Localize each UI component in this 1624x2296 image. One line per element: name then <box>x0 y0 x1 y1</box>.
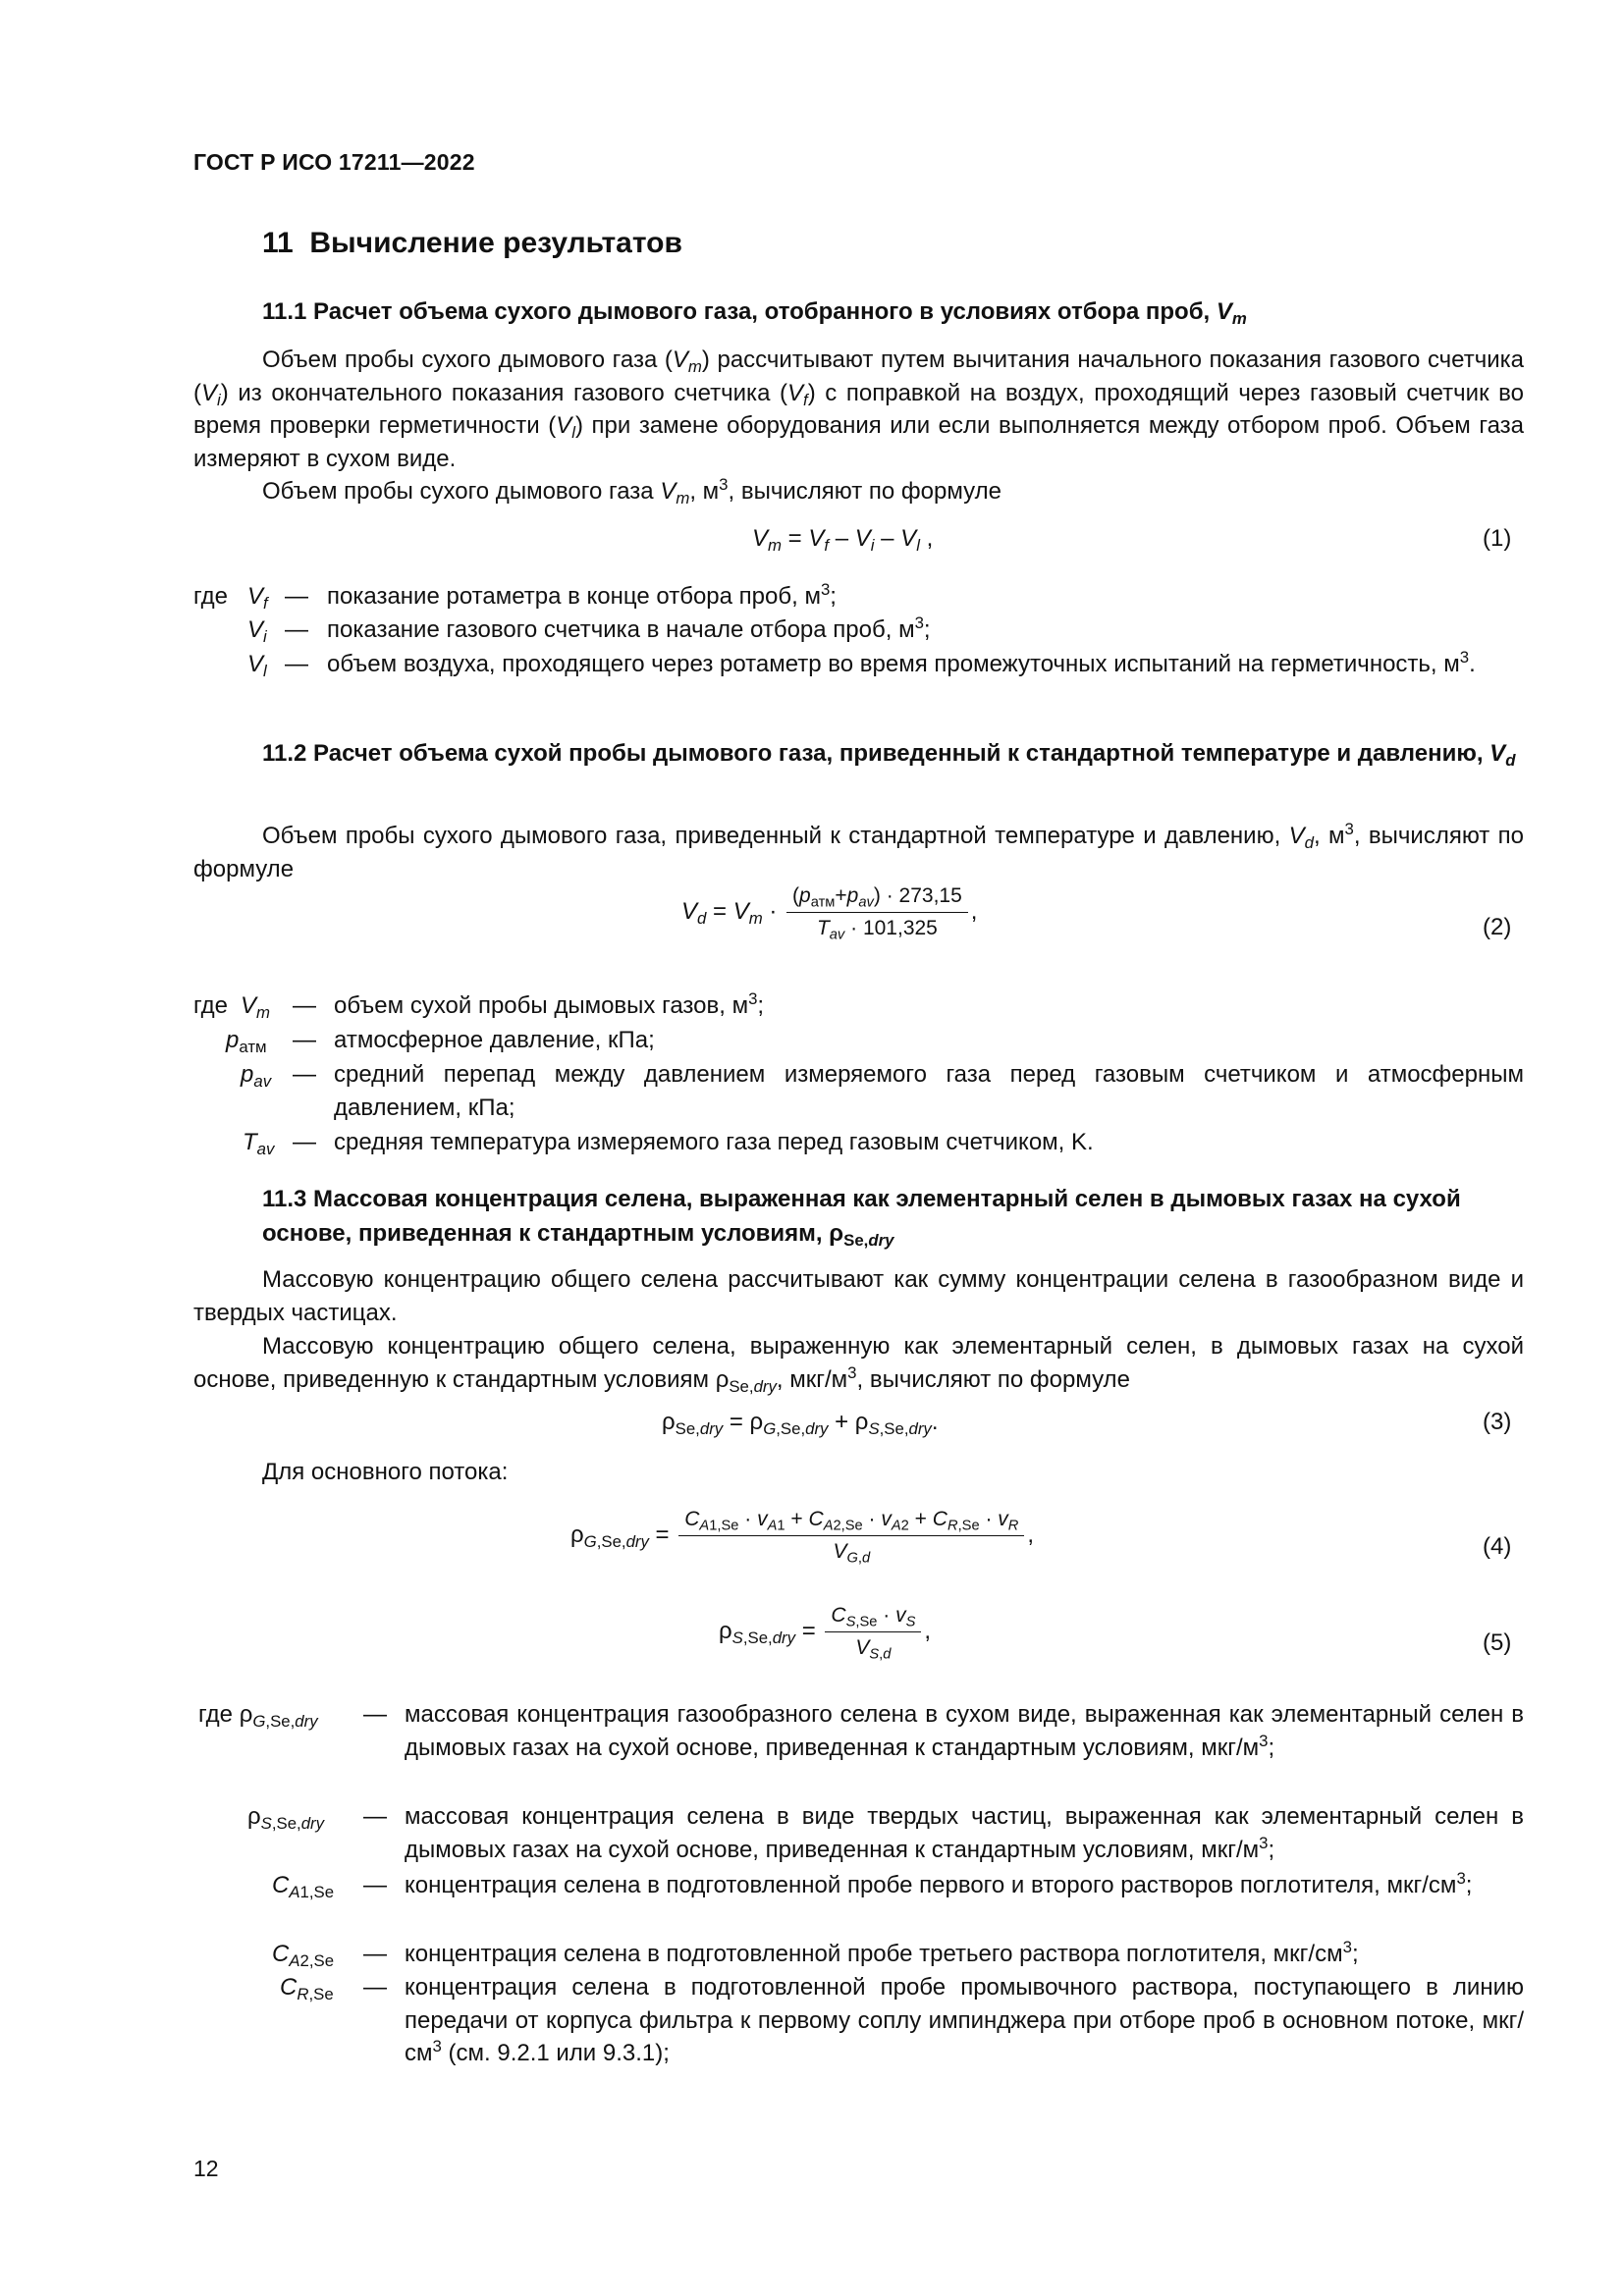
equation-number-5: (5) <box>1483 1629 1512 1656</box>
equation-number-3: (3) <box>1483 1409 1512 1435</box>
def-row-ca2-symbol: $C_{A2,Se}$ <box>272 1941 335 1971</box>
def-row-cr-symbol: $C_{R,Se}$ <box>280 1974 334 2004</box>
formula-2: $V_d = V_m$ · $\frac{(p_{атм}+p_{av}) \cdot 273,15}{T_{av} \cdot 101,325}$ , <box>681 884 978 943</box>
equation-number-4: (4) <box>1483 1533 1512 1560</box>
def-row-pav-text: средний перепад между давлением измеряемого газа перед газовым счетчиком и атмосферным давлением, кПа; <box>334 1061 1524 1121</box>
formula-2-fraction: $\frac{(p_{атм}+p_{av}) \cdot 273,15}{T_{av} \cdot 101,325}$ <box>786 883 968 941</box>
def-dash: — <box>293 1027 316 1053</box>
def-row-vm-text: объем сухой пробы дымовых газов, $м^3$; <box>334 988 765 1019</box>
subsection-11-1-heading: 11.1 Расчет объема сухого дымового газа, отобранного в условиях отбора проб, $V_m$ <box>262 298 1247 329</box>
def-row-rhog-symbol: где $\rho_{G,Se,dry}$ <box>198 1701 318 1732</box>
def-row-ca1-text: концентрация селена в подготовленной пробе первого и второго растворов поглотителя, мкг/$см^3$; <box>405 1868 1473 1898</box>
def-row-rhos-symbol: $\rho_{S,Se,dry}$ <box>247 1803 325 1834</box>
def-dash: — <box>363 1803 387 1830</box>
def-row-patm-symbol: $p_{атм}$ <box>226 1027 267 1057</box>
def-dash: — <box>363 1941 387 1967</box>
def-dash: — <box>285 583 308 610</box>
formula-5: $\rho_{S,Se,dry}$ = $\frac{C_{S,Se} \cdot v_S}{V_{S,d}}$ , <box>719 1604 932 1663</box>
formula-3: $\rho_{Se,dry} = \rho_{G,Se,dry} + \rho_{S,Se,dry}$. <box>662 1409 939 1439</box>
def-row-cr-text: концентрация селена в подготовленной пробе промывочного раствора, поступающего в линию передачи от корпуса фильтра к первому соплу импинджера при отборе проб в основном потоке, мкг/$см^3$ (см. 9.2.1 или 9.3.1); <box>405 1974 1524 2066</box>
def-row-vf-symbol: где $V_f$ <box>193 583 268 614</box>
def-row-tav-text: средняя температура измеряемого газа перед газовым счетчиком, K. <box>334 1129 1094 1155</box>
equation-number-1: (1) <box>1483 525 1512 552</box>
def-row-tav-symbol: $T_{av}$ <box>243 1129 275 1159</box>
def-row-rhos-text: массовая концентрация селена в виде твердых частиц, выраженная как элементарный селен в дымовых газах на сухой основе, приведенная к стандартным условиям, мкг/$м^3$; <box>405 1803 1524 1863</box>
subsection-11-2-heading: 11.2 Расчет объема сухой пробы дымового газа, приведенный к стандартной температуре и давлению, $V_d$ <box>262 740 1516 771</box>
section-heading <box>262 227 682 260</box>
def-row-vi-symbol: $V_i$ <box>247 616 267 647</box>
formula-4: $\rho_{G,Se,dry}$ = $\frac{C_{A1,Se} \cdot v_{A1} + C_{A2,Se} \cdot v_{A2} + C_{R,Se} \cdot v_R}{V_{G,d}}$ , <box>570 1508 1035 1567</box>
paragraph-11-2-1: Объем пробы сухого дымового газа, приведенный к стандартной температуре и давлению, $V_d$, $м^3$, вычисляют по формуле <box>193 819 1524 882</box>
def-row-vm-symbol: где $V_m$ <box>193 992 270 1023</box>
paragraph-11-1-2: Объем пробы сухого дымового газа $V_m$, $м^3$, вычисляют по формуле <box>262 474 1001 508</box>
def-dash: — <box>363 1701 387 1728</box>
paragraph-11-1-1: Объем пробы сухого дымового газа $(V_m)$ рассчитывают путем вычитания начального показания газового счетчика $(V_i)$ из окончательного показания газового счетчика $(V_f)$ с поправкой на воздух, проходящий через газовый счетчик во время проверки герметичности $(V_l)$ при замене оборудования или если выполняется между отбором проб. Объем газа измеряют в сухом виде. <box>193 347 1525 472</box>
def-row-vl-symbol: $V_l$ <box>247 651 267 681</box>
section-title: Вычисление результатов <box>309 227 682 259</box>
def-row-pav-symbol: $p_{av}$ <box>241 1061 272 1092</box>
def-row-ca2-text: концентрация селена в подготовленной пробе третьего раствора поглотителя, мкг/$см^3$; <box>405 1937 1359 1967</box>
formula-4-fraction: $\frac{C_{A1,Se} \cdot v_{A1} + C_{A2,Se} \cdot v_{A2} + C_{R,Se} \cdot v_R}{V_{G,d}}$ <box>678 1507 1024 1565</box>
def-row-vl-text: объем воздуха, проходящего через ротаметр во время промежуточных испытаний на герметичность, $м^3$. <box>327 647 1476 677</box>
paragraph-11-3-2: Массовую концентрацию общего селена, выраженную как элементарный селен, в дымовых газах на сухой основе, приведенную к стандартным условиям $\rho_{Se,dry}$, мкг/$м^3$, вычисляют по формуле <box>193 1333 1524 1396</box>
document-header: ГОСТ Р ИСО 17211—2022 <box>193 149 475 175</box>
section-number: 11 <box>262 227 294 259</box>
subsection-11-3-heading: 11.3 Массовая концентрация селена, выраженная как элементарный селен в дымовых газах на сухой основе, приведенная к стандартным условиям, $\rho_{Se,dry}$ <box>262 1186 1461 1251</box>
page-number: 12 <box>193 2156 219 2181</box>
def-dash: — <box>363 1974 387 2001</box>
formula-5-fraction: $\frac{C_{S,Se} \cdot v_S}{V_{S,d}}$ <box>825 1603 921 1661</box>
def-dash: — <box>363 1872 387 1898</box>
def-row-ca1-symbol: $C_{A1,Se}$ <box>272 1872 335 1902</box>
def-row-patm-text: атмосферное давление, кПа; <box>334 1027 655 1053</box>
equation-number-2: (2) <box>1483 914 1512 940</box>
formula-1: $V_m = V_f - V_i - V_l$ , <box>752 525 934 556</box>
def-row-rhog-text: массовая концентрация газообразного селена в сухом виде, выраженная как элементарный селен в дымовых газах на сухой основе, приведенная к стандартным условиям, мкг/$м^3$; <box>405 1701 1524 1761</box>
main-flow-label: Для основного потока: <box>262 1459 509 1485</box>
def-row-vf-text: показание ротаметра в конце отбора проб, $м^3$; <box>327 579 837 610</box>
def-row-vi-text: показание газового счетчика в начале отбора проб, $м^3$; <box>327 613 931 643</box>
def-dash: — <box>293 1061 316 1088</box>
paragraph-11-3-1: Массовую концентрацию общего селена рассчитывают как сумму концентрации селена в газообразном виде и твердых частицах. <box>193 1266 1524 1326</box>
def-dash: — <box>293 1129 316 1155</box>
def-dash: — <box>293 992 316 1019</box>
def-dash: — <box>285 616 308 643</box>
def-dash: — <box>285 651 308 677</box>
